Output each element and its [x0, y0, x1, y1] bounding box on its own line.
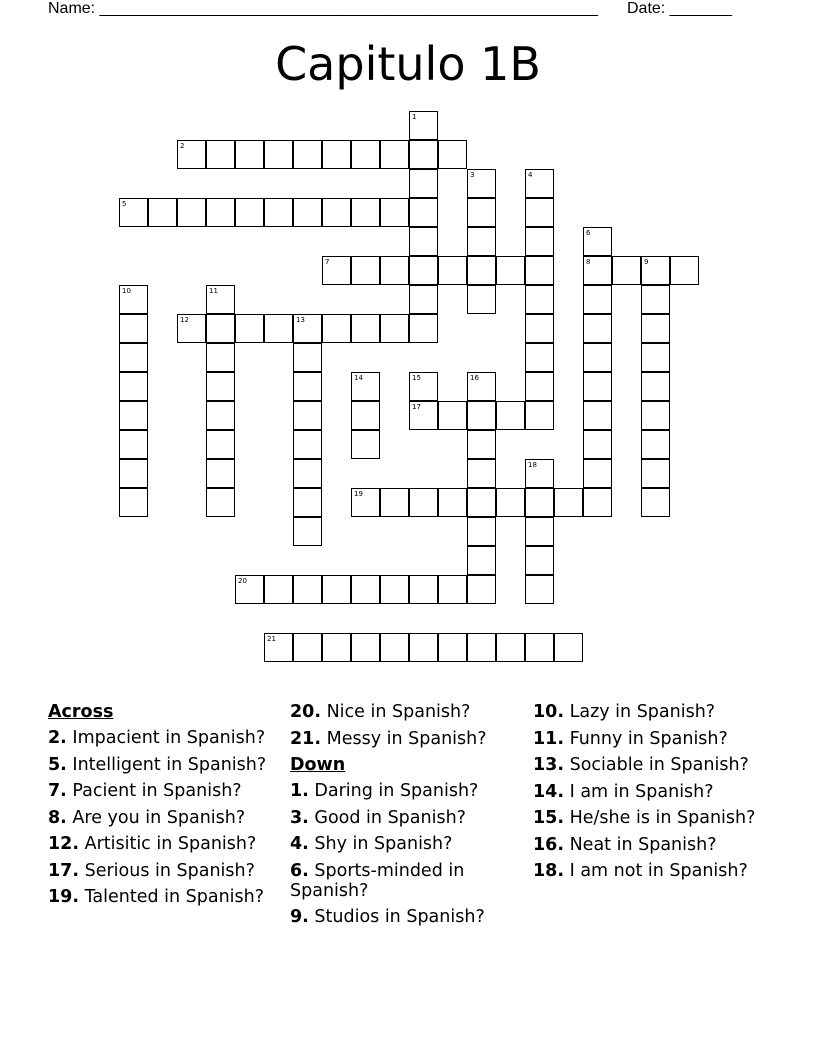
crossword-cell[interactable]: [409, 401, 438, 430]
crossword-cell[interactable]: [351, 314, 380, 343]
crossword-cell[interactable]: [206, 401, 235, 430]
clue-number: 4.: [290, 834, 309, 854]
clue-item: [533, 729, 773, 749]
crossword-cell[interactable]: [293, 198, 322, 227]
crossword-cell[interactable]: [409, 372, 438, 401]
clue-number: 19.: [48, 887, 80, 907]
crossword-cell[interactable]: [525, 488, 554, 517]
crossword-cell[interactable]: [293, 488, 322, 517]
crossword-cell[interactable]: [467, 372, 496, 401]
crossword-cell[interactable]: [525, 169, 554, 198]
crossword-cell[interactable]: [293, 517, 322, 546]
crossword-cell[interactable]: [525, 343, 554, 372]
crossword-cell[interactable]: [467, 459, 496, 488]
crossword-cell[interactable]: [409, 111, 438, 140]
cell-number: 15: [412, 374, 421, 382]
crossword-cell[interactable]: [293, 140, 322, 169]
clue-text: Neat in Spanish?: [569, 834, 717, 855]
crossword-cell[interactable]: [206, 198, 235, 227]
clues-column-1: [48, 702, 284, 914]
clue-item: [48, 728, 284, 748]
crossword-cell[interactable]: [293, 459, 322, 488]
clue-number: 1.: [290, 781, 309, 801]
clue-item: [290, 702, 526, 722]
clue-list-col1: [48, 728, 284, 907]
clue-text: Sports-minded in Spanish?: [290, 860, 465, 901]
clue-text: Funny in Spanish?: [569, 728, 728, 749]
crossword-cell[interactable]: [467, 488, 496, 517]
clue-list-col2-down: [290, 781, 526, 927]
clue-item: [48, 781, 284, 801]
clue-item: [533, 755, 773, 775]
clue-number: 9.: [290, 907, 309, 927]
crossword-cell[interactable]: [525, 517, 554, 546]
clue-number: 6.: [290, 860, 309, 881]
clue-number: 8.: [48, 807, 67, 828]
crossword-cell[interactable]: [438, 488, 467, 517]
clue-number: 7.: [48, 781, 67, 801]
crossword-cell[interactable]: [119, 459, 148, 488]
crossword-cell[interactable]: [525, 633, 554, 662]
clue-number: 11.: [533, 728, 565, 749]
crossword-cell[interactable]: [496, 633, 525, 662]
crossword-cell[interactable]: [525, 546, 554, 575]
clue-text: Studios in Spanish?: [314, 907, 485, 927]
crossword-cell[interactable]: [583, 343, 612, 372]
clue-text: I am not in Spanish?: [569, 861, 748, 881]
crossword-cell[interactable]: [206, 430, 235, 459]
crossword-cell[interactable]: [467, 401, 496, 430]
clue-item: [533, 861, 773, 881]
crossword-cell[interactable]: [380, 256, 409, 285]
crossword-cell[interactable]: [641, 401, 670, 430]
clue-item: [48, 887, 284, 907]
crossword-cell[interactable]: [409, 227, 438, 256]
crossword-cell[interactable]: [177, 140, 206, 169]
crossword-cell[interactable]: [641, 430, 670, 459]
crossword-cell[interactable]: [380, 140, 409, 169]
crossword-cell[interactable]: [351, 198, 380, 227]
clue-item: [290, 907, 526, 927]
cell-number: 9: [644, 258, 649, 266]
crossword-cell[interactable]: [525, 314, 554, 343]
crossword-cell[interactable]: [467, 575, 496, 604]
cell-number: 3: [470, 171, 475, 179]
crossword-cell[interactable]: [322, 575, 351, 604]
across-heading: Across: [48, 702, 114, 722]
crossword-cell[interactable]: [235, 198, 264, 227]
crossword-cell[interactable]: [206, 140, 235, 169]
crossword-cell[interactable]: [525, 459, 554, 488]
crossword-cell[interactable]: [264, 140, 293, 169]
clue-item: [48, 755, 284, 775]
crossword-cell[interactable]: [409, 169, 438, 198]
crossword-cell[interactable]: [206, 372, 235, 401]
crossword-cell[interactable]: [235, 140, 264, 169]
crossword-cell[interactable]: [409, 140, 438, 169]
crossword-cell[interactable]: [641, 314, 670, 343]
cell-number: 11: [209, 287, 218, 295]
crossword-cell[interactable]: [148, 198, 177, 227]
crossword-cell[interactable]: [467, 198, 496, 227]
crossword-cell[interactable]: [583, 256, 612, 285]
clue-number: 15.: [533, 808, 565, 828]
crossword-cell[interactable]: [119, 401, 148, 430]
cell-number: 20: [238, 577, 247, 585]
clue-text: Impacient in Spanish?: [72, 728, 266, 748]
clue-item: [290, 808, 526, 828]
name-date-line: [48, 0, 732, 18]
crossword-cell[interactable]: [496, 256, 525, 285]
crossword-cell[interactable]: [670, 256, 699, 285]
crossword-cell[interactable]: [322, 198, 351, 227]
crossword-cell[interactable]: [525, 227, 554, 256]
cell-number: 10: [122, 287, 131, 295]
crossword-cell[interactable]: [322, 140, 351, 169]
cell-number: 4: [528, 171, 533, 179]
clue-number: 5.: [48, 754, 67, 775]
clue-item: [533, 808, 773, 828]
crossword-cell[interactable]: [583, 401, 612, 430]
crossword-cell[interactable]: [467, 430, 496, 459]
crossword-cell[interactable]: [380, 488, 409, 517]
cell-number: 14: [354, 374, 363, 382]
page-title: Capitulo 1B: [275, 37, 541, 91]
clue-number: 3.: [290, 807, 309, 828]
cell-number: 7: [325, 258, 330, 266]
crossword-cell[interactable]: [467, 633, 496, 662]
name-field-label[interactable]: Name: ________________________________________________________: [48, 0, 598, 17]
clue-text: Shy in Spanish?: [314, 834, 453, 854]
crossword-cell[interactable]: [496, 401, 525, 430]
crossword-cell[interactable]: [525, 285, 554, 314]
clue-number: 20.: [290, 702, 322, 722]
crossword-cell[interactable]: [206, 314, 235, 343]
crossword-cell[interactable]: [119, 430, 148, 459]
crossword-cell[interactable]: [264, 633, 293, 662]
crossword-cell[interactable]: [467, 256, 496, 285]
crossword-cell[interactable]: [351, 575, 380, 604]
crossword-cell[interactable]: [235, 314, 264, 343]
crossword-cell[interactable]: [641, 372, 670, 401]
crossword-cell[interactable]: [351, 256, 380, 285]
clue-number: 16.: [533, 834, 565, 855]
crossword-cell[interactable]: [467, 169, 496, 198]
cell-number: 1: [412, 113, 417, 121]
crossword-cell[interactable]: [351, 140, 380, 169]
crossword-cell[interactable]: [177, 314, 206, 343]
clue-item: [533, 782, 773, 802]
crossword-cell[interactable]: [583, 459, 612, 488]
crossword-cell[interactable]: [496, 488, 525, 517]
crossword-cell[interactable]: [119, 198, 148, 227]
clue-number: 10.: [533, 702, 565, 722]
crossword-cell[interactable]: [641, 459, 670, 488]
cell-number: 19: [354, 490, 363, 498]
crossword-cell[interactable]: [467, 227, 496, 256]
clue-item: [290, 729, 526, 749]
crossword-cell[interactable]: [119, 343, 148, 372]
crossword-cell[interactable]: [438, 401, 467, 430]
crossword-cell[interactable]: [293, 633, 322, 662]
clue-list-col3: [533, 702, 773, 881]
crossword-cell[interactable]: [438, 575, 467, 604]
crossword-cell[interactable]: [264, 314, 293, 343]
crossword-cell[interactable]: [641, 343, 670, 372]
clue-text: Intelligent in Spanish?: [72, 754, 267, 775]
clue-text: Lazy in Spanish?: [569, 702, 716, 722]
cell-number: 12: [180, 316, 189, 324]
crossword-cell[interactable]: [583, 314, 612, 343]
cell-number: 8: [586, 258, 591, 266]
crossword-cell[interactable]: [467, 546, 496, 575]
crossword-cell[interactable]: [438, 140, 467, 169]
crossword-cell[interactable]: [206, 459, 235, 488]
crossword-cell[interactable]: [554, 633, 583, 662]
crossword-cell[interactable]: [641, 488, 670, 517]
clue-text: Daring in Spanish?: [314, 781, 479, 801]
cell-number: 13: [296, 316, 305, 324]
date-field-label[interactable]: Date: _______: [627, 0, 732, 17]
crossword-cell[interactable]: [409, 633, 438, 662]
crossword-cell[interactable]: [119, 372, 148, 401]
clue-item: [48, 861, 284, 881]
crossword-cell[interactable]: [380, 633, 409, 662]
cell-number: 21: [267, 635, 276, 643]
crossword-cell[interactable]: [322, 256, 351, 285]
cell-number: 18: [528, 461, 537, 469]
clue-item: [533, 702, 773, 722]
crossword-cell[interactable]: [177, 198, 206, 227]
crossword-cell[interactable]: [409, 285, 438, 314]
clue-number: 18.: [533, 861, 565, 881]
crossword-cell[interactable]: [322, 314, 351, 343]
crossword-cell[interactable]: [351, 372, 380, 401]
crossword-cell[interactable]: [467, 285, 496, 314]
clue-item: [48, 834, 284, 854]
crossword-cell[interactable]: [409, 198, 438, 227]
clue-number: 13.: [533, 755, 565, 775]
clue-number: 2.: [48, 728, 67, 748]
crossword-cell[interactable]: [641, 256, 670, 285]
crossword-cell[interactable]: [554, 488, 583, 517]
down-heading: Down: [290, 755, 346, 775]
crossword-cell[interactable]: [119, 314, 148, 343]
crossword-cell[interactable]: [264, 575, 293, 604]
crossword-cell[interactable]: [293, 372, 322, 401]
crossword-cell[interactable]: [293, 430, 322, 459]
clue-list-col2-across: [290, 702, 526, 749]
crossword-cell[interactable]: [583, 430, 612, 459]
crossword-cell[interactable]: [583, 227, 612, 256]
crossword-cell[interactable]: [409, 575, 438, 604]
crossword-cell[interactable]: [438, 256, 467, 285]
crossword-cell[interactable]: [264, 198, 293, 227]
crossword-cell[interactable]: [583, 372, 612, 401]
cell-number: 16: [470, 374, 479, 382]
crossword-cell[interactable]: [612, 256, 641, 285]
crossword-cell[interactable]: [380, 198, 409, 227]
crossword-cell[interactable]: [119, 488, 148, 517]
cell-number: 2: [180, 142, 185, 150]
clues-column-2: [290, 702, 526, 934]
crossword-cell[interactable]: [206, 343, 235, 372]
clue-number: 12.: [48, 834, 80, 854]
cell-number: 6: [586, 229, 591, 237]
crossword-cell[interactable]: [351, 488, 380, 517]
cell-number: 5: [122, 200, 127, 208]
crossword-cell[interactable]: [525, 401, 554, 430]
clue-item: [533, 835, 773, 855]
crossword-cell[interactable]: [525, 372, 554, 401]
clue-item: [290, 834, 526, 854]
crossword-cell[interactable]: [409, 256, 438, 285]
crossword-cell[interactable]: [351, 633, 380, 662]
crossword-cell[interactable]: [235, 575, 264, 604]
clue-number: 14.: [533, 781, 565, 802]
crossword-cell[interactable]: [409, 314, 438, 343]
crossword-cell[interactable]: [380, 314, 409, 343]
clues-column-3: [533, 702, 773, 888]
crossword-cell[interactable]: [293, 575, 322, 604]
crossword-cell[interactable]: [525, 575, 554, 604]
crossword-cell[interactable]: [293, 343, 322, 372]
crossword-cell[interactable]: [293, 401, 322, 430]
crossword-cell[interactable]: [583, 285, 612, 314]
crossword-cell[interactable]: [525, 198, 554, 227]
crossword-cell[interactable]: [467, 517, 496, 546]
crossword-cell[interactable]: [293, 314, 322, 343]
crossword-cell[interactable]: [380, 575, 409, 604]
crossword-cell[interactable]: [641, 285, 670, 314]
crossword-cell[interactable]: [206, 285, 235, 314]
cell-number: 17: [412, 403, 421, 411]
clue-item: [290, 781, 526, 801]
crossword-cell[interactable]: [351, 401, 380, 430]
clue-text: I am in Spanish?: [569, 781, 714, 802]
clue-number: 17.: [48, 860, 80, 881]
crossword-cell[interactable]: [409, 488, 438, 517]
crossword-cell[interactable]: [583, 488, 612, 517]
clue-text: He/she is in Spanish?: [569, 808, 756, 828]
clue-text: Sociable in Spanish?: [569, 755, 749, 775]
clue-text: Talented in Spanish?: [84, 887, 265, 907]
clue-text: Are you in Spanish?: [72, 807, 246, 828]
clue-text: Messy in Spanish?: [326, 728, 487, 749]
clue-item: [290, 861, 526, 901]
clue-text: Good in Spanish?: [314, 807, 466, 828]
crossword-cell[interactable]: [438, 633, 467, 662]
crossword-cell[interactable]: [206, 488, 235, 517]
clue-item: [48, 808, 284, 828]
clue-text: Pacient in Spanish?: [72, 781, 242, 801]
clue-number: 21.: [290, 728, 322, 749]
clue-text: Artisitic in Spanish?: [84, 834, 257, 854]
clue-text: Nice in Spanish?: [326, 702, 471, 722]
crossword-cell[interactable]: [322, 633, 351, 662]
clue-text: Serious in Spanish?: [84, 860, 255, 881]
crossword-cell[interactable]: [119, 285, 148, 314]
crossword-cell[interactable]: [351, 430, 380, 459]
crossword-cell[interactable]: [525, 256, 554, 285]
